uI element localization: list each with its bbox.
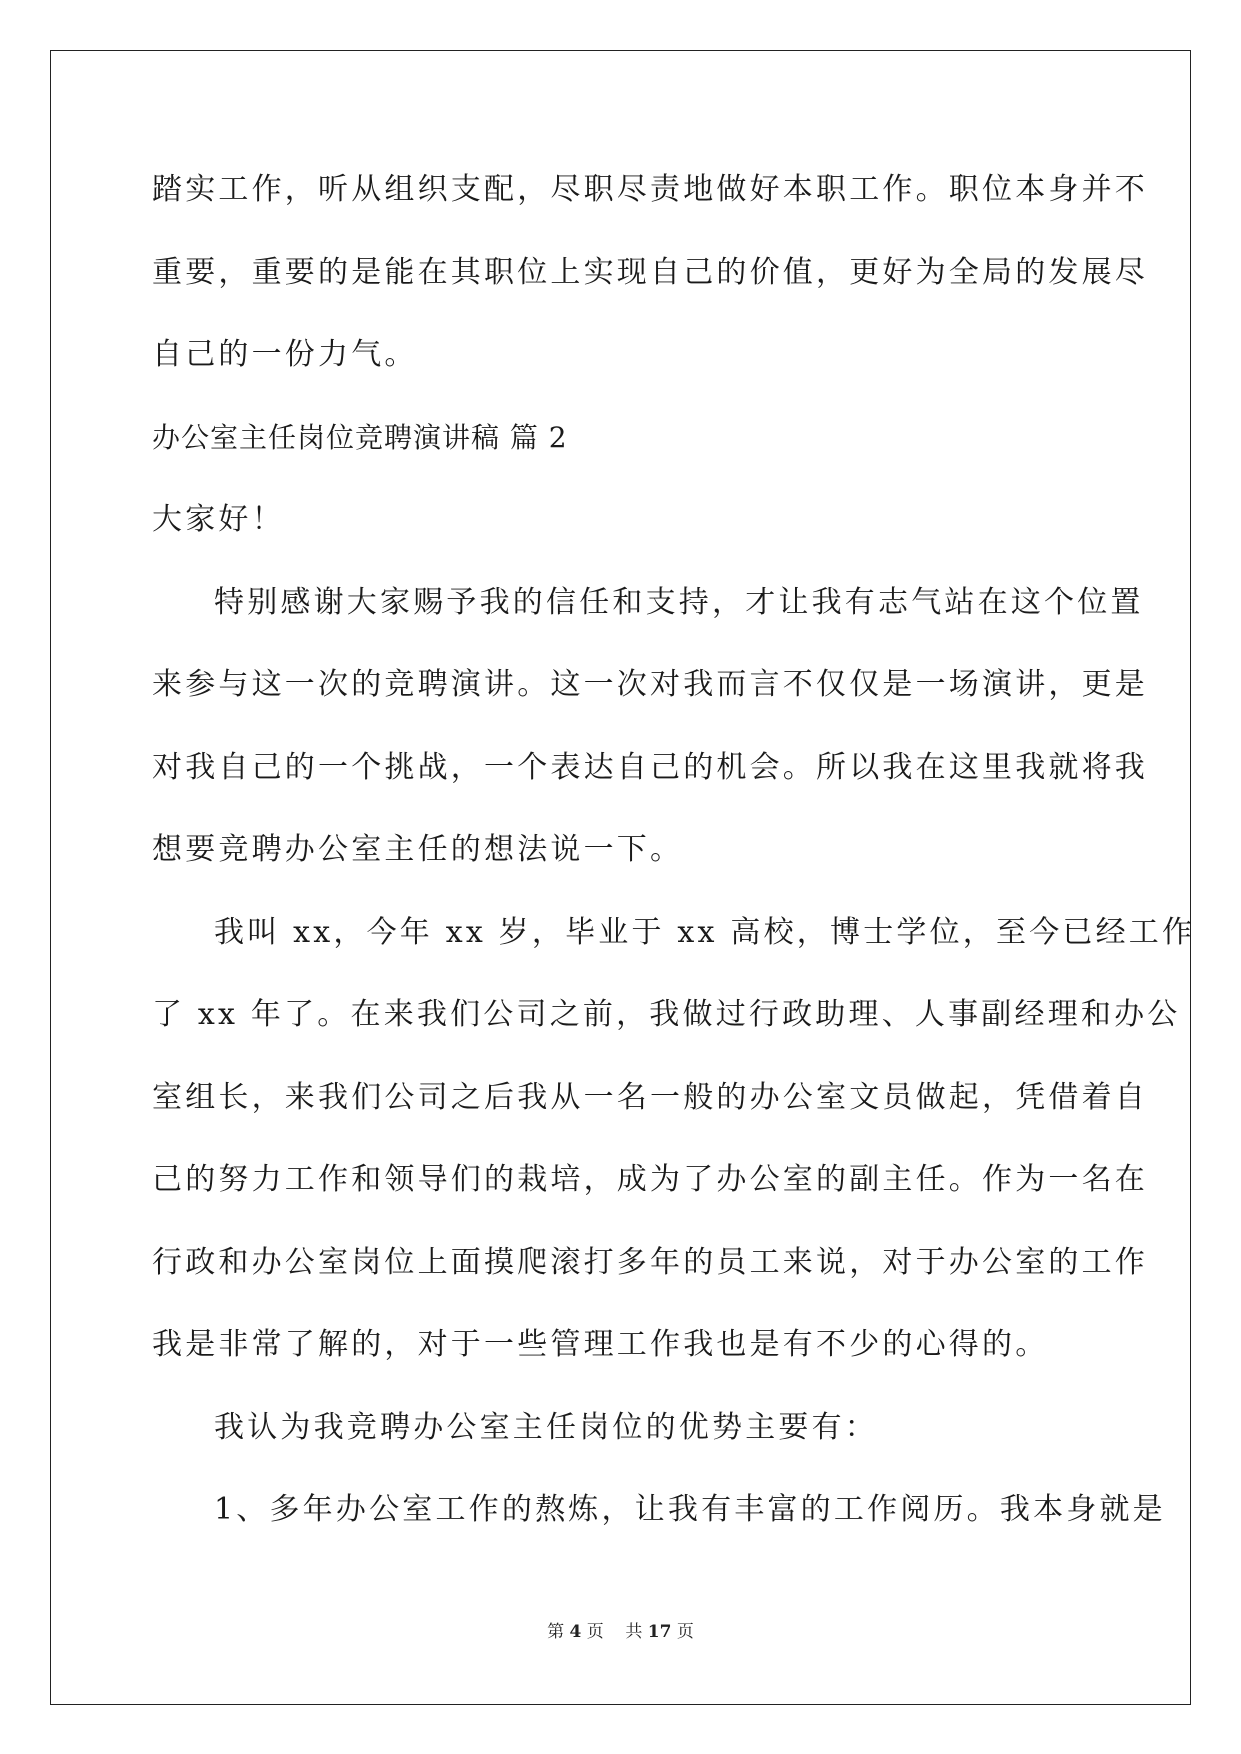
- paragraph-line: 踏实工作，听从组织支配，尽职尽责地做好本职工作。职位本身并不: [152, 172, 1148, 207]
- paragraph-line: 来参与这一次的竞聘演讲。这一次对我而言不仅仅是一场演讲，更是: [152, 667, 1148, 702]
- paragraph-line: 对我自己的一个挑战，一个表达自己的机会。所以我在这里我就将我: [152, 749, 1148, 785]
- paragraph-line: 行政和办公室岗位上面摸爬滚打多年的员工来说，对于办公室的工作: [152, 1244, 1148, 1280]
- page-footer: [0, 1617, 1241, 1642]
- footer-page-number: 4: [569, 1622, 582, 1642]
- section-heading: 办公室主任岗位竞聘演讲稿 篇 2: [152, 420, 568, 454]
- footer-total-pages: 17: [647, 1622, 672, 1642]
- paragraph-line: 己的努力工作和领导们的栽培，成为了办公室的副主任。作为一名在: [152, 1162, 1148, 1197]
- paragraph-line: 了 xx 年了。在来我们公司之前，我做过行政助理、人事副经理和办公: [152, 997, 1181, 1032]
- greeting-line: 大家好！: [152, 502, 285, 537]
- paragraph-line: 自己的一份力气。: [152, 337, 418, 372]
- paragraph-line: 室组长，来我们公司之后我从一名一般的办公室文员做起，凭借着自: [152, 1079, 1148, 1115]
- paragraph-line: 我认为我竞聘办公室主任岗位的优势主要有：: [214, 1409, 878, 1445]
- paragraph-line: 1、多年办公室工作的熬炼，让我有丰富的工作阅历。我本身就是: [214, 1492, 1166, 1527]
- paragraph-line: 重要，重要的是能在其职位上实现自己的价值，更好为全局的发展尽: [152, 254, 1148, 290]
- paragraph-line: 我叫 xx，今年 xx 岁，毕业于 xx 高校，博士学位，至今已经工作: [214, 914, 1196, 950]
- footer-total-prefix: 共: [625, 1622, 643, 1642]
- document-body: [152, 165, 1196, 1568]
- footer-page-prefix: 第: [547, 1622, 565, 1642]
- footer-total-suffix: 页: [676, 1622, 694, 1642]
- paragraph-line: 我是非常了解的，对于一些管理工作我也是有不少的心得的。: [152, 1327, 1049, 1362]
- paragraph-line: 想要竞聘办公室主任的想法说一下。: [152, 832, 684, 867]
- paragraph-line: 特别感谢大家赐予我的信任和支持，才让我有志气站在这个位置: [214, 584, 1144, 620]
- footer-page-mid: 页: [586, 1622, 604, 1642]
